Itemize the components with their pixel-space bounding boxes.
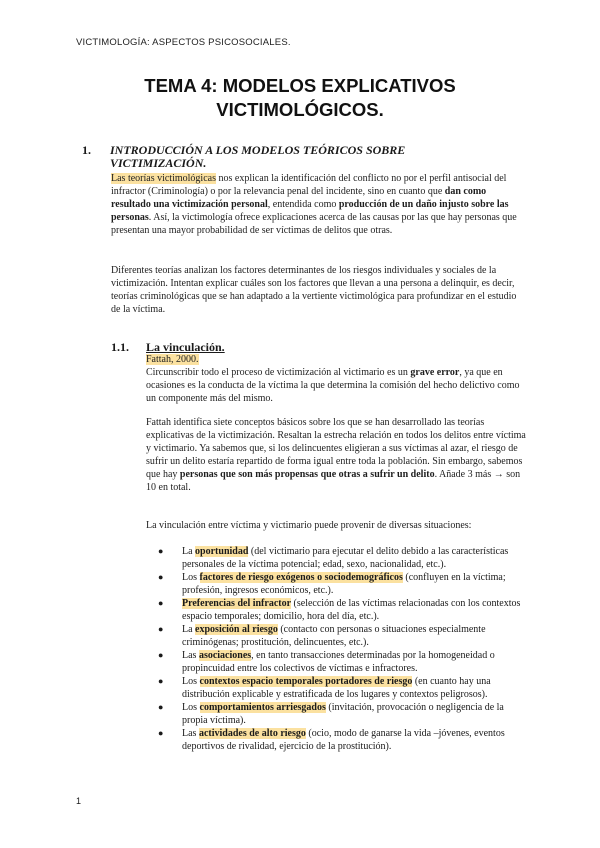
list-item — [158, 623, 530, 649]
situations-list — [158, 545, 530, 753]
bullet-icon: ● — [158, 702, 164, 712]
bullet-icon: ● — [158, 624, 164, 634]
text-run: . Así, la victimología ofrece explicaciones acerca de las causas por las que hay personas que presentan una mayor probabilidad de ser víctimas de delitos que otras. — [111, 212, 517, 236]
bullet-icon: ● — [158, 650, 164, 660]
list-item — [158, 727, 530, 753]
bold-run: producción de un daño injusto sobre las personas — [111, 199, 509, 223]
list-item — [158, 701, 530, 727]
page-number: 1 — [76, 796, 82, 806]
highlight: exposición al riesgo — [195, 624, 278, 635]
bullet-icon: ● — [158, 598, 164, 608]
text-run: Los — [182, 572, 200, 583]
bullet-icon: ● — [158, 546, 164, 556]
list-item — [158, 597, 530, 623]
highlight: comportamientos arriesgados — [199, 702, 326, 713]
text-run: La — [182, 624, 196, 635]
text-run: Las — [182, 650, 199, 661]
section-1-1-number: 1.1. — [111, 340, 129, 354]
text-run: (ocio, modo de ganarse la vida –jóvenes, eventos deportivos de rivalidad, ejercicio de la prostitución). — [182, 728, 505, 752]
text-run: La — [182, 546, 196, 557]
text-run: nos explican la identificación del conflicto no por el perfil antisocial del infractor (Criminología) o por la relevancia penal del incidente, sino en cuanto que — [111, 173, 507, 197]
title-line-2: VICTIMOLÓGICOS. — [216, 99, 384, 120]
list-item — [158, 649, 530, 675]
text-run: (invitación, provocación o negligencia de la propia víctima). — [182, 702, 504, 726]
bold-run: dan como resultado una victimización personal — [111, 186, 487, 210]
text-run: (contacto con personas o situaciones especialmente criminógenas; prostitución, delincuentes, etc.). — [182, 624, 486, 648]
highlight: Preferencias del infractor — [182, 598, 292, 609]
title-line-1: TEMA 4: MODELOS EXPLICATIVOS — [144, 75, 456, 96]
highlight: oportunidad — [195, 546, 249, 557]
text-run: (selección de las víctimas relacionadas con los contextos espacio temporales; domicilio, hora del día, etc.). — [182, 598, 521, 622]
page-title — [0, 74, 600, 122]
text-run: Los — [182, 702, 200, 713]
section-1-number: 1. — [82, 143, 91, 157]
highlight-teorias: Las teorías victimológicas — [111, 173, 216, 184]
list-item — [158, 571, 530, 597]
text-run: , entendida como — [267, 199, 339, 210]
section-1-title: INTRODUCCIÓN A LOS MODELOS TEÓRICOS SOBRE VICTIMIZACIÓN. — [110, 143, 406, 170]
bold-run: grave error — [410, 367, 460, 378]
running-header: VICTIMOLOGÍA: ASPECTOS PSICOSOCIALES. — [76, 37, 291, 48]
text-run: (confluyen en la víctima; profesión, ingresos económicos, etc.). — [182, 572, 506, 596]
bullet-icon: ● — [158, 728, 164, 738]
text-run: , en tanto transacciones determinadas por la homogeneidad o propincuidad entre los colectivos de víctimas e infractores. — [182, 650, 495, 674]
paragraph-teorias — [111, 172, 521, 237]
highlight: contextos espacio temporales portadores de riesgo — [199, 676, 413, 687]
highlight: factores de riesgo exógenos o sociodemográficos — [199, 572, 403, 583]
list-item — [158, 675, 530, 701]
list-item — [158, 545, 530, 571]
text-run: (en cuanto hay una distribución explicable y estratificada de los lugares y contextos peligrosos). — [182, 676, 491, 700]
highlight: actividades de alto riesgo — [198, 728, 306, 739]
bullet-icon: ● — [158, 572, 164, 582]
text-run: . Añade 3 más → son 10 en total. — [146, 469, 521, 493]
text-run: Los — [182, 676, 200, 687]
bold-run: personas que son más propensas que otras a sufrir un delito — [179, 469, 435, 480]
bullet-icon: ● — [158, 676, 164, 686]
text-run: Circunscribir todo el proceso de victimización al victimario es un — [146, 367, 411, 378]
citation-fattah: Fattah, 2000. — [146, 354, 199, 365]
text-run: , ya que en ocasiones es la conducta de la víctima la que determina la comisión del hecho delictivo como un componente más del mismo. — [146, 367, 520, 404]
text-run: Las — [182, 728, 199, 739]
text-run: (del victimario para ejecutar el delito debido a las características personales de la víctima potencial; edad, sexo, nacionalidad, etc.). — [182, 546, 509, 570]
paragraph-fattah-conceptos — [146, 416, 526, 494]
paragraph-factores: Diferentes teorías analizan los factores determinantes de los riesgos individuales y sociales de la victimización. Intentan explicar cuáles son los factores que llevan a una persona a delinquir, es decir, teorías criminológicas que se han adaptado a la vertiente victimológica para profundizar en el estudio de la víctima. — [111, 265, 517, 315]
paragraph-circunscribir — [146, 353, 526, 405]
paragraph-vinculacion-intro: La vinculación entre víctima y victimario puede provenir de diversas situaciones: — [146, 520, 472, 531]
highlight: asociaciones — [198, 650, 252, 661]
text-run: Fattah identifica siete conceptos básicos sobre los que se han desarrollado las teorías explicativas de la victimización. Resaltan la estrecha relación en todos los delitos entre víctima y victimario. Ya sabemos que, si los delincuentes eligieran a sus víctimas al azar, el riesgo de sufrir un delito estaría repartido de forma igual entre toda la población. Sin embargo, sabemos que hay — [146, 417, 526, 480]
section-1-1-title: La vinculación. — [146, 340, 225, 354]
